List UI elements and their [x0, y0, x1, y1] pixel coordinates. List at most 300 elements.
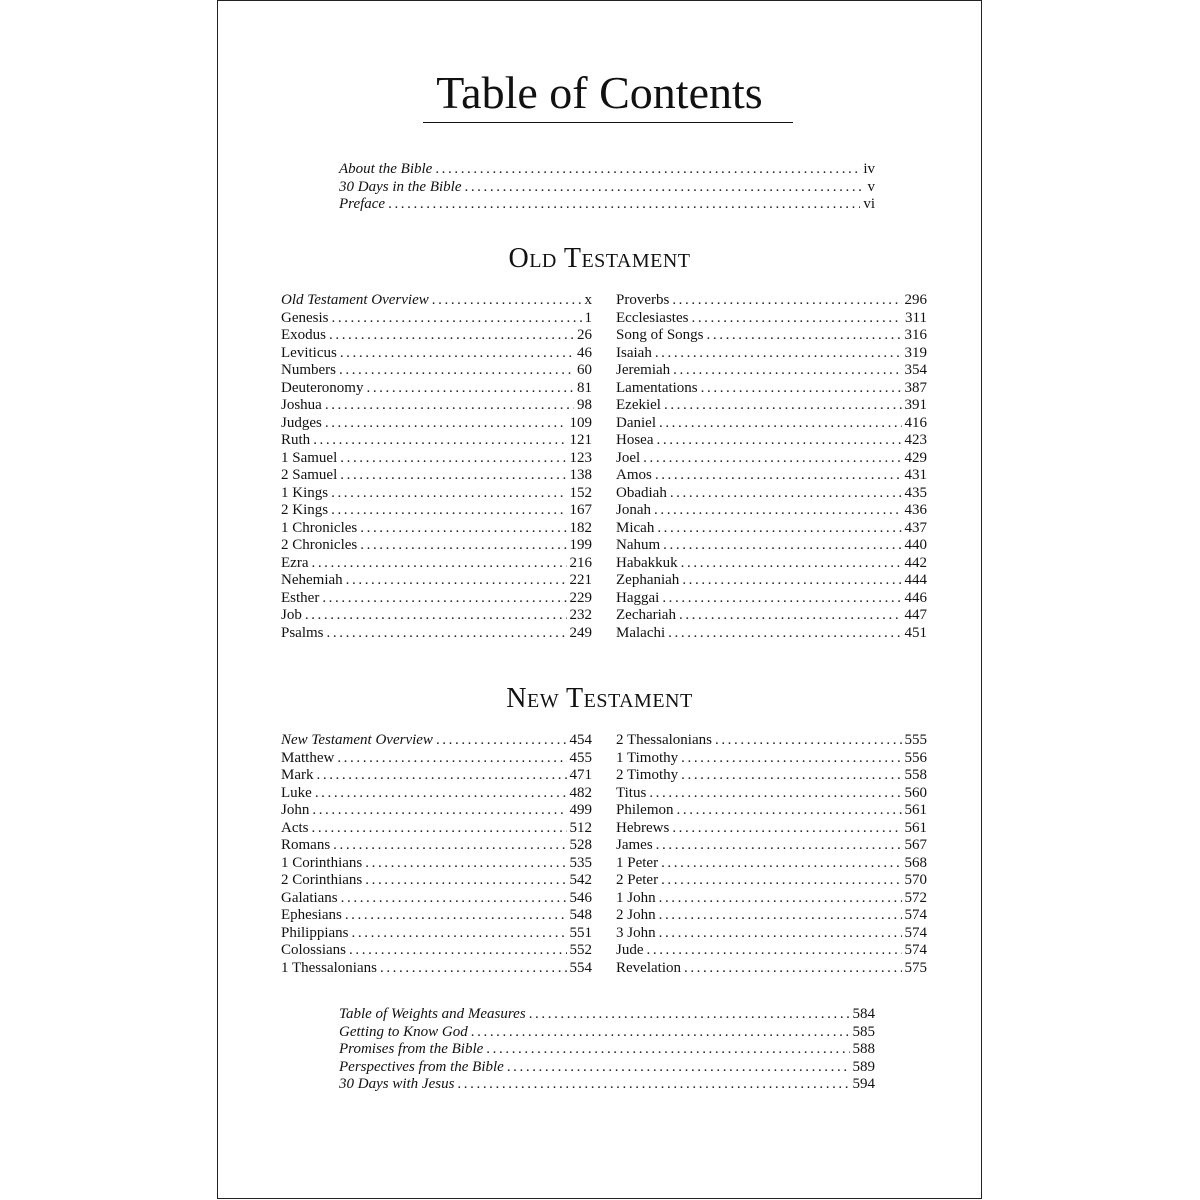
dot-leader [659, 907, 902, 925]
entry-title: Job [281, 607, 302, 623]
toc-entry [281, 942, 592, 960]
toc-entry [616, 485, 927, 503]
toc-entry [281, 502, 592, 520]
toc-entry [281, 890, 592, 908]
toc-entry [339, 179, 875, 197]
toc-entry [281, 572, 592, 590]
entry-page-number: 568 [904, 854, 927, 871]
toc-entry [281, 467, 592, 485]
entry-title: 1 Thessalonians [281, 959, 377, 976]
dot-leader [662, 590, 901, 608]
entry-page-number: 570 [904, 872, 927, 888]
toc-entry [339, 1041, 875, 1059]
dot-leader [366, 380, 574, 398]
toc-entry [616, 327, 927, 345]
dot-leader [670, 485, 902, 503]
toc-entry [281, 767, 592, 785]
entry-title: Malachi [616, 624, 666, 641]
dot-leader [346, 572, 567, 590]
toc-entry [281, 520, 592, 538]
toc-entry [339, 1006, 875, 1024]
entry-title: About the Bible [339, 161, 433, 177]
entry-page-number: 440 [904, 537, 927, 553]
toc-entry [616, 537, 927, 555]
dot-leader [315, 785, 567, 803]
entry-title: Romans [281, 837, 331, 853]
toc-entry [281, 872, 592, 890]
dot-leader [672, 820, 901, 838]
dot-leader [331, 502, 566, 520]
entry-title: 2 Thessalonians [616, 732, 712, 748]
new-testament-left-column [281, 732, 592, 977]
entry-page-number: 138 [569, 467, 592, 483]
entry-page-number: 561 [904, 819, 927, 836]
toc-entry [616, 625, 927, 643]
entry-title: Leviticus [281, 344, 337, 361]
entry-title: 1 Peter [616, 854, 659, 871]
entry-title: Genesis [281, 309, 329, 326]
entry-page-number: 442 [904, 554, 927, 571]
dot-leader [471, 1024, 850, 1042]
toc-entry [616, 960, 927, 978]
entry-title: 30 Days with Jesus [339, 1076, 455, 1092]
toc-entry [616, 467, 927, 485]
entry-page-number: 482 [569, 784, 592, 801]
toc-entry [281, 345, 592, 363]
entry-title: Ruth [281, 432, 311, 448]
dot-leader [332, 310, 582, 328]
toc-entry [616, 520, 927, 538]
entry-title: Jeremiah [616, 362, 671, 378]
dot-leader [655, 467, 902, 485]
entry-page-number: 249 [569, 624, 592, 641]
entry-title: 1 Timothy [616, 749, 679, 766]
entry-title: 1 Samuel [281, 449, 338, 466]
entry-page-number: 121 [569, 432, 592, 448]
entry-page-number: 311 [905, 309, 927, 326]
entry-title: Table of Weights and Measures [339, 1006, 526, 1022]
entry-page-number: 499 [569, 802, 592, 818]
dot-leader [684, 960, 902, 978]
entry-title: Mark [281, 767, 314, 783]
entry-title: 2 Timothy [616, 767, 679, 783]
entry-page-number: 1 [584, 309, 592, 326]
dot-leader [311, 555, 566, 573]
entry-title: 1 John [616, 889, 656, 906]
entry-title: Exodus [281, 327, 326, 343]
toc-entry [281, 907, 592, 925]
entry-page-number: 585 [852, 1023, 875, 1040]
entry-title: 2 Peter [616, 872, 659, 888]
entry-page-number: 572 [904, 889, 927, 906]
dot-leader [365, 855, 566, 873]
toc-entry [281, 485, 592, 503]
dot-leader [707, 327, 902, 345]
entry-title: Preface [339, 196, 386, 212]
dot-leader [305, 607, 567, 625]
toc-entry [281, 327, 592, 345]
entry-title: Getting to Know God [339, 1023, 468, 1040]
page-title: Table of Contents [436, 67, 763, 118]
dot-leader [681, 767, 901, 785]
entry-title: Colossians [281, 942, 347, 958]
dot-leader [701, 380, 902, 398]
entry-title: Matthew [281, 749, 335, 766]
dot-leader [715, 732, 902, 750]
dot-leader [659, 925, 902, 943]
toc-entry [616, 802, 927, 820]
entry-page-number: 548 [569, 907, 592, 923]
dot-leader [656, 837, 902, 855]
entry-title: James [616, 837, 653, 853]
toc-entry [281, 625, 592, 643]
toc-entry [281, 750, 592, 768]
dot-leader [681, 555, 902, 573]
entry-title: Nehemiah [281, 572, 343, 588]
entry-page-number: 560 [904, 784, 927, 801]
entry-title: Song of Songs [616, 327, 704, 343]
entry-title: Joel [616, 449, 641, 466]
entry-page-number: 535 [569, 854, 592, 871]
toc-entry [616, 890, 927, 908]
entry-page-number: 167 [569, 502, 592, 518]
entry-title: 2 Chronicles [281, 537, 358, 553]
entry-title: Promises from the Bible [339, 1041, 484, 1057]
entry-title: 3 John [616, 924, 656, 941]
dot-leader [682, 572, 901, 590]
entry-title: Judges [281, 414, 322, 431]
entry-page-number: x [584, 292, 592, 308]
entry-title: Zephaniah [616, 572, 680, 588]
toc-entry [281, 310, 592, 328]
toc-entry [281, 380, 592, 398]
toc-entry [281, 450, 592, 468]
dot-leader [325, 415, 567, 433]
toc-entry [281, 432, 592, 450]
entry-page-number: 416 [904, 414, 927, 431]
entry-title: Jonah [616, 502, 651, 518]
back-matter-list [339, 1006, 875, 1094]
entry-page-number: 435 [904, 484, 927, 501]
dot-leader [325, 397, 574, 415]
entry-title: 2 Kings [281, 502, 329, 518]
entry-page-number: 437 [904, 519, 927, 536]
dot-leader [329, 327, 574, 345]
toc-entry [339, 196, 875, 214]
entry-page-number: 444 [904, 572, 927, 588]
entry-title: Revelation [616, 959, 681, 976]
dot-leader [317, 767, 567, 785]
toc-entry [281, 590, 592, 608]
toc-entry [281, 362, 592, 380]
toc-entry [281, 537, 592, 555]
entry-page-number: 436 [904, 502, 927, 518]
dot-leader [661, 872, 901, 890]
entry-page-number: iv [863, 161, 875, 177]
entry-title: 1 Chronicles [281, 519, 358, 536]
toc-entry [281, 855, 592, 873]
toc-entry [616, 415, 927, 433]
entry-page-number: 216 [569, 554, 592, 571]
entry-page-number: 546 [569, 889, 592, 906]
dot-leader [339, 362, 574, 380]
entry-title: Isaiah [616, 344, 652, 361]
toc-entry [339, 1076, 875, 1094]
toc-entry [616, 555, 927, 573]
entry-page-number: 98 [577, 397, 592, 413]
entry-page-number: 567 [904, 837, 927, 853]
dot-leader [668, 625, 901, 643]
entry-page-number: 574 [904, 942, 927, 958]
dot-leader [436, 732, 567, 750]
dot-leader [331, 485, 566, 503]
entry-page-number: 446 [904, 589, 927, 606]
entry-title: 30 Days in the Bible [339, 178, 462, 195]
dot-leader [365, 872, 566, 890]
entry-title: Jude [616, 942, 644, 958]
entry-title: Perspectives from the Bible [339, 1058, 504, 1075]
entry-title: Joshua [281, 397, 322, 413]
entry-title: 2 John [616, 907, 656, 923]
dot-leader [664, 397, 902, 415]
entry-title: Titus [616, 784, 647, 801]
toc-entry [281, 415, 592, 433]
entry-page-number: 574 [904, 924, 927, 941]
entry-title: Galatians [281, 889, 338, 906]
toc-entry [339, 1059, 875, 1077]
toc-entry [281, 820, 592, 838]
toc-entry [281, 607, 592, 625]
dot-leader [659, 890, 902, 908]
entry-page-number: 551 [569, 924, 592, 941]
toc-entry [616, 750, 927, 768]
entry-page-number: 229 [569, 589, 592, 606]
dot-leader [312, 820, 567, 838]
dot-leader [464, 179, 864, 197]
entry-title: Old Testament Overview [281, 292, 429, 308]
entry-page-number: 575 [904, 959, 927, 976]
title-underline [423, 122, 793, 123]
dot-leader [657, 432, 902, 450]
dot-leader [327, 625, 567, 643]
dot-leader [655, 345, 902, 363]
toc-entry [616, 362, 927, 380]
entry-page-number: 109 [569, 414, 592, 431]
entry-title: Philippians [281, 924, 349, 941]
entry-title: Ezra [281, 554, 309, 571]
entry-page-number: 429 [904, 449, 927, 466]
entry-title: Ephesians [281, 907, 342, 923]
dot-leader [360, 537, 566, 555]
old-testament-left-column [281, 292, 592, 642]
dot-leader [360, 520, 566, 538]
new-testament-heading: New Testament [506, 683, 693, 714]
toc-entry [281, 960, 592, 978]
entry-title: Amos [616, 467, 652, 483]
entry-title: 1 Kings [281, 484, 329, 501]
entry-page-number: 199 [569, 537, 592, 553]
dot-leader [647, 942, 902, 960]
entry-title: Hebrews [616, 819, 670, 836]
toc-entry [281, 732, 592, 750]
entry-page-number: 296 [904, 292, 927, 308]
dot-leader [661, 855, 901, 873]
toc-entry [281, 397, 592, 415]
dot-leader [340, 450, 566, 468]
entry-page-number: 182 [569, 519, 592, 536]
dot-leader [435, 161, 860, 179]
toc-entry [616, 607, 927, 625]
entry-page-number: 574 [904, 907, 927, 923]
entry-title: Acts [281, 819, 309, 836]
toc-entry [616, 397, 927, 415]
dot-leader [643, 450, 901, 468]
dot-leader [681, 750, 901, 768]
entry-title: Luke [281, 784, 312, 801]
entry-page-number: 594 [852, 1076, 875, 1092]
toc-entry [616, 785, 927, 803]
entry-page-number: 561 [904, 802, 927, 818]
dot-leader [691, 310, 902, 328]
toc-entry [281, 837, 592, 855]
toc-entry [616, 450, 927, 468]
entry-title: Psalms [281, 624, 324, 641]
entry-page-number: 319 [904, 344, 927, 361]
entry-title: John [281, 802, 310, 818]
new-testament-right-column [616, 732, 927, 977]
dot-leader [663, 537, 901, 555]
entry-page-number: 391 [904, 397, 927, 413]
entry-title: Proverbs [616, 292, 670, 308]
toc-entry [616, 767, 927, 785]
entry-title: 2 Corinthians [281, 872, 363, 888]
entry-page-number: 451 [904, 624, 927, 641]
dot-leader [529, 1006, 850, 1024]
dot-leader [333, 837, 566, 855]
entry-title: Philemon [616, 802, 674, 818]
entry-page-number: 354 [904, 362, 927, 378]
toc-entry [616, 432, 927, 450]
toc-entry [616, 907, 927, 925]
toc-entry [281, 925, 592, 943]
dot-leader [337, 750, 566, 768]
entry-page-number: 552 [569, 942, 592, 958]
toc-entry [616, 310, 927, 328]
entry-page-number: 542 [569, 872, 592, 888]
entry-page-number: 46 [577, 344, 592, 361]
toc-entry [616, 732, 927, 750]
entry-page-number: 455 [569, 749, 592, 766]
entry-title: Obadiah [616, 484, 667, 501]
entry-title: 1 Corinthians [281, 854, 363, 871]
dot-leader [432, 292, 582, 310]
entry-page-number: 554 [569, 959, 592, 976]
toc-entry [616, 572, 927, 590]
dot-leader [673, 362, 901, 380]
dot-leader [486, 1041, 849, 1059]
toc-entry [616, 590, 927, 608]
entry-title: Haggai [616, 589, 660, 606]
entry-title: 2 Samuel [281, 467, 338, 483]
toc-entry [616, 855, 927, 873]
entry-title: Ezekiel [616, 397, 661, 413]
entry-page-number: 232 [569, 607, 592, 623]
entry-page-number: 81 [577, 379, 592, 396]
entry-page-number: 528 [569, 837, 592, 853]
entry-page-number: 471 [569, 767, 592, 783]
old-testament-heading: Old Testament [508, 243, 691, 274]
entry-page-number: 589 [852, 1058, 875, 1075]
entry-page-number: vi [863, 196, 875, 212]
dot-leader [345, 907, 567, 925]
entry-page-number: 555 [904, 732, 927, 748]
toc-entry [281, 785, 592, 803]
entry-page-number: 556 [904, 749, 927, 766]
dot-leader [649, 785, 901, 803]
entry-page-number: 558 [904, 767, 927, 783]
toc-entry [616, 942, 927, 960]
entry-title: Nahum [616, 537, 661, 553]
dot-leader [352, 925, 567, 943]
entry-title: Micah [616, 519, 655, 536]
entry-title: New Testament Overview [281, 732, 433, 748]
dot-leader [341, 890, 567, 908]
entry-page-number: 152 [569, 484, 592, 501]
dot-leader [312, 802, 566, 820]
entry-page-number: 60 [577, 362, 592, 378]
book-page [217, 0, 982, 1199]
entry-title: Esther [281, 589, 320, 606]
toc-entry [339, 161, 875, 179]
entry-page-number: 454 [569, 732, 592, 748]
dot-leader [672, 292, 901, 310]
entry-page-number: 584 [852, 1006, 875, 1022]
dot-leader [677, 802, 902, 820]
dot-leader [507, 1059, 850, 1077]
dot-leader [349, 942, 566, 960]
dot-leader [654, 502, 902, 520]
entry-title: Zechariah [616, 607, 676, 623]
entry-title: Deuteronomy [281, 379, 364, 396]
entry-page-number: 26 [577, 327, 592, 343]
entry-title: Ecclesiastes [616, 309, 689, 326]
dot-leader [313, 432, 566, 450]
toc-entry [616, 820, 927, 838]
entry-title: Lamentations [616, 379, 698, 396]
entry-page-number: 431 [904, 467, 927, 483]
toc-entry [616, 380, 927, 398]
dot-leader [340, 467, 566, 485]
toc-entry [281, 555, 592, 573]
dot-leader [380, 960, 567, 978]
front-matter-list [339, 161, 875, 214]
entry-title: Daniel [616, 414, 656, 431]
toc-entry [616, 292, 927, 310]
toc-entry [339, 1024, 875, 1042]
entry-page-number: 447 [904, 607, 927, 623]
old-testament-right-column [616, 292, 927, 642]
dot-leader [679, 607, 902, 625]
entry-page-number: 387 [904, 379, 927, 396]
entry-title: Numbers [281, 362, 336, 378]
dot-leader [340, 345, 574, 363]
toc-entry [281, 292, 592, 310]
entry-title: Habakkuk [616, 554, 678, 571]
toc-entry [616, 345, 927, 363]
dot-leader [457, 1076, 849, 1094]
entry-page-number: v [867, 178, 875, 195]
entry-page-number: 423 [904, 432, 927, 448]
